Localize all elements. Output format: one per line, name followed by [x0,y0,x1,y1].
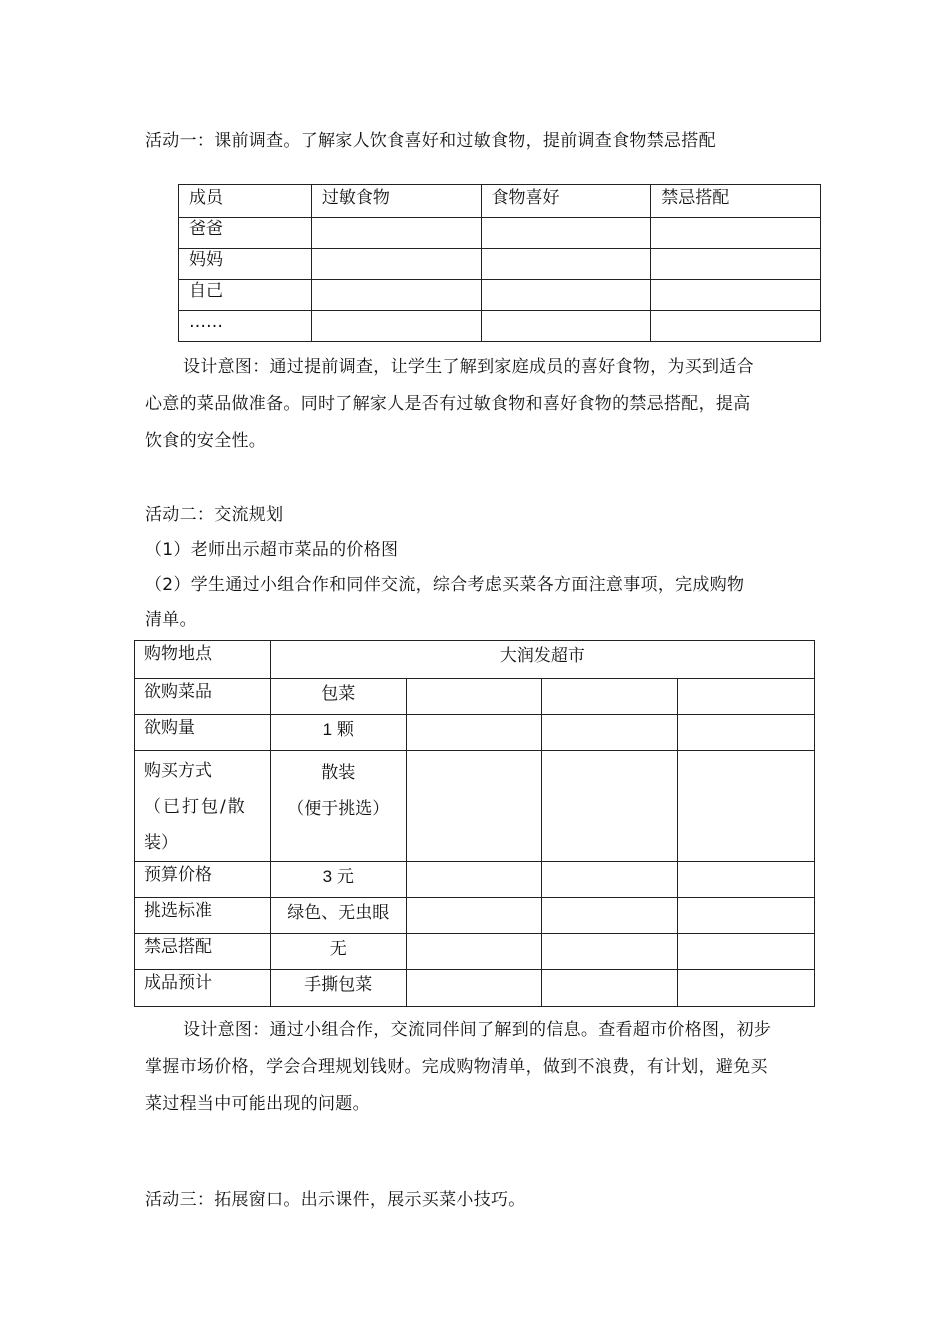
table-row [135,715,815,751]
table-cell [481,280,651,311]
row-member: …… [179,311,312,342]
table-cell [481,218,651,249]
header-taboo: 禁忌搭配 [651,185,821,218]
table-cell [311,311,481,342]
survey-table [178,184,821,342]
table-cell [542,715,678,751]
table-cell [406,970,542,1007]
table-cell [542,934,678,970]
taboo-value: 无 [270,934,406,970]
table-cell [406,715,542,751]
dish-label: 成品预计 [135,970,271,1007]
table-cell [406,751,542,862]
method-value [270,751,406,862]
table-cell [406,934,542,970]
shopping-list-table [134,640,815,1007]
table-row [135,934,815,970]
row-member: 妈妈 [179,249,312,280]
criteria-value: 绿色、无虫眼 [270,898,406,934]
intent-line: 掌握市场价格，学会合理规划钱财。完成购物清单，做到不浪费，有计划，避免买 [145,1057,768,1077]
method-label-line: 购买方式 [144,761,212,781]
activity3-title: 活动三：拓展窗口。出示课件，展示买菜小技巧。 [145,1190,526,1210]
table-row [135,751,815,862]
qty-label: 欲购量 [135,715,271,751]
activity2-title: 活动二：交流规划 [145,505,284,525]
method-value-line: 散装 [321,763,356,782]
activity2-intent [145,1012,811,1123]
table-cell [481,311,651,342]
taboo-label: 禁忌搭配 [135,934,271,970]
table-cell [406,679,542,715]
row-member: 爸爸 [179,218,312,249]
table-row [179,185,821,218]
table-row [179,311,821,342]
activity1-intent [145,349,811,460]
intent-line: 饮食的安全性。 [145,431,267,451]
header-member: 成员 [179,185,312,218]
table-cell [678,679,815,715]
table-row [135,970,815,1007]
header-allergy: 过敏食物 [311,185,481,218]
item-value: 包菜 [270,679,406,715]
table-cell [542,898,678,934]
table-row [179,249,821,280]
place-label: 购物地点 [135,641,271,679]
table-cell [678,970,815,1007]
intent-line: 菜过程当中可能出现的问题。 [145,1094,370,1114]
activity1-title: 活动一：课前调查。了解家人饮食喜好和过敏食物，提前调查食物禁忌搭配 [145,131,716,151]
table-cell [311,280,481,311]
table-cell [481,249,651,280]
table-cell [311,249,481,280]
table-row [135,679,815,715]
table-row [135,641,815,679]
activity2-step2-cont: 清单。 [145,610,197,630]
criteria-label: 挑选标准 [135,898,271,934]
table-row [135,898,815,934]
dish-value: 手撕包菜 [270,970,406,1007]
table-cell [542,679,678,715]
activity2-step2: （2）学生通过小组合作和同伴交流，综合考虑买菜各方面注意事项，完成购物 [145,575,745,595]
method-label-line: 装） [144,833,178,853]
table-row [179,280,821,311]
method-label-line: （已打包/散 [144,797,247,817]
method-value-line: （便于挑选） [287,799,390,818]
activity2-step1: （1）老师出示超市菜品的价格图 [145,540,399,560]
table-cell [651,280,821,311]
table-cell [406,862,542,898]
table-cell [406,898,542,934]
table-cell [678,862,815,898]
table-cell [542,862,678,898]
header-preference: 食物喜好 [481,185,651,218]
table-cell [542,970,678,1007]
budget-label: 预算价格 [135,862,271,898]
table-cell [651,218,821,249]
table-cell [678,751,815,862]
intent-line: 心意的菜品做准备。同时了解家人是否有过敏食物和喜好食物的禁忌搭配，提高 [145,394,751,414]
table-cell [678,715,815,751]
table-cell [651,249,821,280]
table-cell [651,311,821,342]
table-cell [311,218,481,249]
intent-line: 设计意图：通过提前调查，让学生了解到家庭成员的喜好食物，为买到适合 [183,357,754,377]
table-row [135,862,815,898]
budget-value: 3 元 [270,862,406,898]
item-label: 欲购菜品 [135,679,271,715]
qty-value: 1 颗 [270,715,406,751]
table-cell [678,934,815,970]
row-member: 自己 [179,280,312,311]
method-label [135,751,271,862]
table-row [179,218,821,249]
place-value: 大润发超市 [270,641,814,679]
table-cell [678,898,815,934]
intent-line: 设计意图：通过小组合作，交流同伴间了解到的信息。查看超市价格图，初步 [183,1020,772,1040]
table-cell [542,751,678,862]
